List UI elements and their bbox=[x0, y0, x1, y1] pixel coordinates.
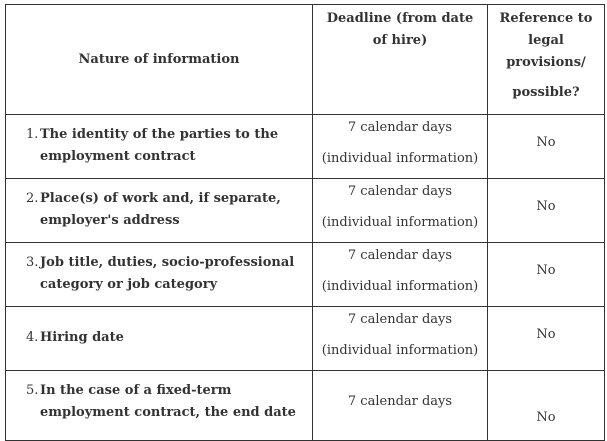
table-row bbox=[6, 179, 605, 243]
deadline-days: 7 calendar days bbox=[347, 248, 453, 263]
deadline-days: 7 calendar days bbox=[347, 312, 453, 327]
deadline-note: (individual information) bbox=[321, 279, 479, 294]
nature-cell bbox=[6, 243, 313, 307]
nature-cell bbox=[6, 307, 313, 371]
item-number: 3. bbox=[26, 255, 39, 270]
header-deadline-line1: Deadline (from date bbox=[326, 11, 474, 26]
deadline-note: (individual information) bbox=[321, 215, 479, 230]
deadline-cell bbox=[313, 115, 488, 179]
reference-value: No bbox=[536, 327, 556, 342]
header-ref-line2: legal bbox=[528, 33, 564, 48]
table-row bbox=[6, 115, 605, 179]
header-ref-line1: Reference to bbox=[499, 11, 593, 26]
header-ref-line3: provisions/ bbox=[506, 55, 586, 70]
header-deadline bbox=[313, 5, 488, 115]
deadline-days: 7 calendar days bbox=[347, 120, 453, 135]
nature-cell bbox=[6, 371, 313, 441]
item-text-line1: The identity of the parties to the bbox=[40, 127, 279, 142]
deadline-cell bbox=[313, 179, 488, 243]
deadline-cell bbox=[313, 371, 488, 441]
deadline-note: (individual information) bbox=[321, 151, 479, 166]
deadline-days: 7 calendar days bbox=[347, 394, 453, 409]
item-text-line2: employer's address bbox=[40, 213, 180, 228]
header-ref-line4: possible? bbox=[512, 85, 580, 100]
header-nature bbox=[6, 5, 313, 115]
nature-cell bbox=[6, 115, 313, 179]
reference-value: No bbox=[536, 135, 556, 150]
table-row bbox=[6, 307, 605, 371]
header-deadline-line2: of hire) bbox=[372, 33, 428, 48]
reference-cell bbox=[488, 115, 605, 179]
reference-cell bbox=[488, 179, 605, 243]
item-text-line1: In the case of a fixed-term bbox=[40, 383, 232, 398]
item-text-line1: Place(s) of work and, if separate, bbox=[40, 191, 281, 206]
deadline-cell bbox=[313, 243, 488, 307]
header-nature-label: Nature of information bbox=[78, 51, 240, 67]
table-row bbox=[6, 243, 605, 307]
deadline-cell bbox=[313, 307, 488, 371]
item-text-line2: employment contract, the end date bbox=[40, 405, 296, 420]
item-text-line2: employment contract bbox=[40, 149, 196, 164]
item-text-line2: category or job category bbox=[40, 277, 218, 292]
table-header-row bbox=[6, 5, 605, 115]
information-table bbox=[5, 4, 605, 441]
item-number: 5. bbox=[26, 383, 39, 398]
item-text-line1: Hiring date bbox=[40, 330, 124, 345]
deadline-days: 7 calendar days bbox=[347, 184, 453, 199]
table-row bbox=[6, 371, 605, 441]
header-reference bbox=[488, 5, 605, 115]
reference-value: No bbox=[536, 410, 556, 425]
item-number: 4. bbox=[26, 330, 39, 345]
reference-value: No bbox=[536, 263, 556, 278]
item-number: 1. bbox=[26, 127, 39, 142]
reference-value: No bbox=[536, 199, 556, 214]
reference-cell bbox=[488, 371, 605, 441]
reference-cell bbox=[488, 243, 605, 307]
deadline-note: (individual information) bbox=[321, 343, 479, 358]
reference-cell bbox=[488, 307, 605, 371]
item-number: 2. bbox=[26, 191, 39, 206]
nature-cell bbox=[6, 179, 313, 243]
item-text-line1: Job title, duties, socio-professional bbox=[40, 255, 295, 270]
